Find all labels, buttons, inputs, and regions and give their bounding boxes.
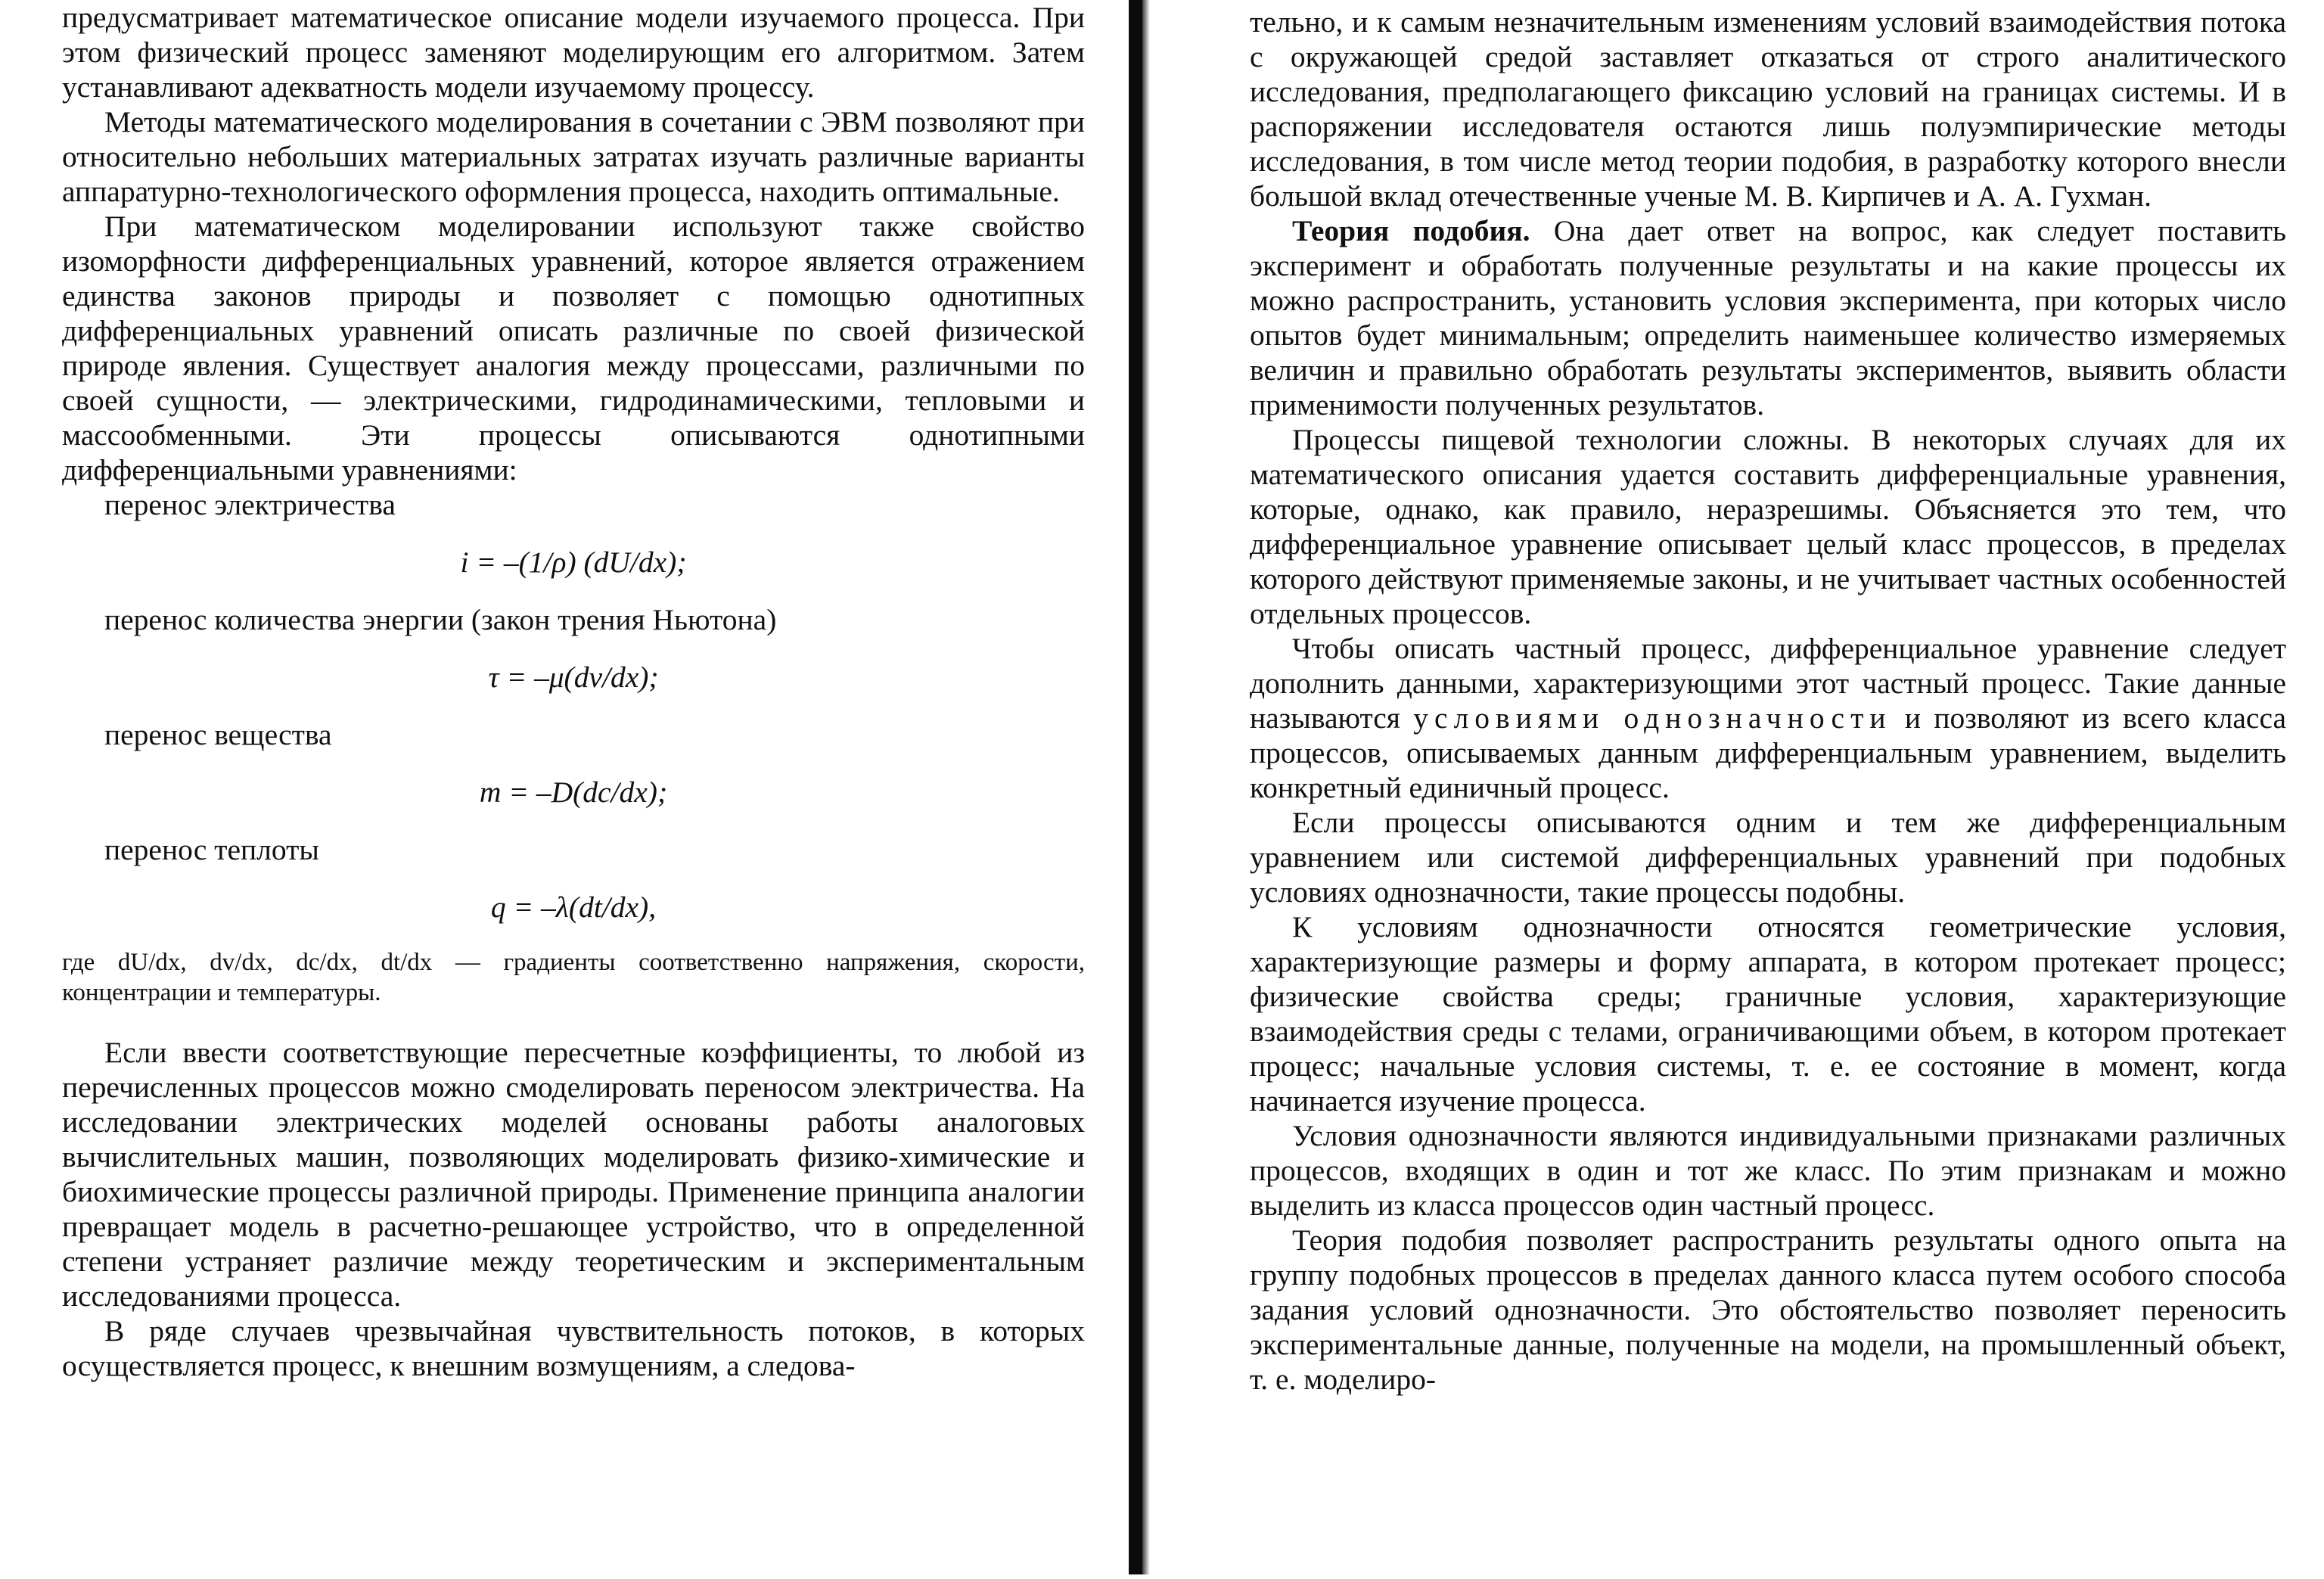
paragraph: предусматривает математическое описание модели изучаемого процесса. При этом физический процесс заменяют моделирующим его алгоритмом. Затем устанавливают адекватность модели изучаемому процессу. <box>62 1 1085 104</box>
paragraph: Методы математического моделирования в сочетании с ЭВМ позволяют при относительно небольших материальных затратах изучать различные варианты аппаратурно-технологического оформления процесса, находить оптимальные. <box>62 105 1085 208</box>
left-page <box>62 0 1085 1574</box>
section-heading: Теория подобия. <box>1292 214 1530 247</box>
spaced-term: условиями однозначности <box>1413 701 1892 735</box>
paragraph: тельно, и к самым незначительным изменениям условий взаимодействия потока с окружающей средой заставляет отказаться от строго аналитического исследования, предполагающего фиксацию условий на границах системы. И в распоряжении исследователя остаются лишь полуэмпирические методы исследования, в том числе метод теории подобия, в разработку которого внесли большой вклад отечественные ученые М. В. Кирпичев и А. А. Гухман. <box>1250 5 2286 213</box>
book-gutter <box>1129 0 1142 1574</box>
paragraph: К условиям однозначности относятся геометрические условия, характеризующие размеры и форму аппарата, в котором протекает процесс; физические свойства среды; граничные условия, характеризующие взаимодействия среды с телами, ограничивающими объем, в котором протекает процесс; начальные условия системы, т. е. ее состояние в момент, когда начинается изучение процесса. <box>1250 910 2286 1117</box>
paragraph <box>1250 631 2286 805</box>
equation-lead: перенос вещества <box>104 718 332 751</box>
equation-momentum: τ = –μ(dv/dx); <box>488 661 659 694</box>
equation-lead: перенос количества энергии (закон трения Ньютона) <box>104 603 777 636</box>
paragraph-text: и позволяют из всего класса процессов, описываемых данным дифференциальным уравнением, выделить конкретный единичный процесс. <box>1250 701 2286 804</box>
paragraph-text: Она дает ответ на вопрос, как следует поставить эксперимент и обработать полученные результаты и на какие процессы их можно распространить, установить условия эксперимента, при которых число опытов будет минимальным; определить наименьшее количество измеряемых величин и правильно обработать результаты экспериментов, выявить области применимости полученных результатов. <box>1250 214 2286 421</box>
equation-lead: перенос теплоты <box>104 833 319 866</box>
equation-note: где dU/dx, dv/dx, dc/dx, dt/dx — градиенты соответственно напряжения, скорости, концентрации и температуры. <box>62 949 1085 1006</box>
paragraph: Процессы пищевой технологии сложны. В некоторых случаях для их математического описания удается составить дифференциальные уравнения, которые, однако, как правило, неразрешимы. Объясняется это тем, что дифференциальное уравнение описывает целый класс процессов, в пределах которого действуют применяемые законы, и не учитывает частных особенностей отдельных процессов. <box>1250 423 2286 630</box>
paragraph: Теория подобия позволяет распространить результаты одного опыта на группу подобных процессов в пределах данного класса путем особого способа задания условий однозначности. Это обстоятельство позволяет переносить экспериментальные данные, полученные на модели, на промышленный объект, т. е. моделиро- <box>1250 1223 2286 1396</box>
equation-lead: перенос электричества <box>104 488 396 521</box>
paragraph-text: Чтобы описать частный процесс, дифференциальное уравнение следует дополнить данными, характеризующими этот частный процесс. Такие данные называются <box>1250 632 2286 735</box>
book-gutter-shadow <box>1142 0 1150 1574</box>
right-page <box>1250 5 2286 1579</box>
paragraph: В ряде случаев чрезвычайная чувствительность потоков, в которых осуществляется процесс, к внешним возмущениям, а следова- <box>62 1314 1085 1382</box>
equation-electric: i = –(1/ρ) (dU/dx); <box>460 546 687 579</box>
equation-mass: m = –D(dc/dx); <box>479 776 668 809</box>
equation-heat: q = –λ(dt/dx), <box>490 891 657 924</box>
paragraph <box>1250 213 2286 422</box>
paragraph: Если ввести соответствующие пересчетные коэффициенты, то любой из перечисленных процессов можно смоделировать переносом электричества. На исследовании электрических моделей основаны работы аналоговых вычислительных машин, позволяющих моделировать физико-химические и биохимические процессы различной природы. Применение принципа аналогии превращает модель в расчетно-решающее устройство, что в определенной степени устраняет различие между теоретическим и экспериментальным исследованиями процесса. <box>62 1036 1085 1313</box>
paragraph: Если процессы описываются одним и тем же дифференциальным уравнением или системой дифференциальных уравнений при подобных условиях однозначности, такие процессы подобны. <box>1250 806 2286 909</box>
paragraph: При математическом моделировании используют также свойство изоморфности дифференциальных уравнений, которое является отражением единства законов природы и позволяет с помощью однотипных дифференциальных уравнений описать различные по своей физической природе явления. Существует аналогия между процессами, различными по своей сущности, — электрическими, гидродинамическими, тепловыми и массообменными. Эти процессы описываются однотипными дифференциальными уравнениями: <box>62 210 1085 486</box>
paragraph: Условия однозначности являются индивидуальными признаками различных процессов, входящих в один и тот же класс. По этим признакам и можно выделить из класса процессов один частный процесс. <box>1250 1119 2286 1222</box>
